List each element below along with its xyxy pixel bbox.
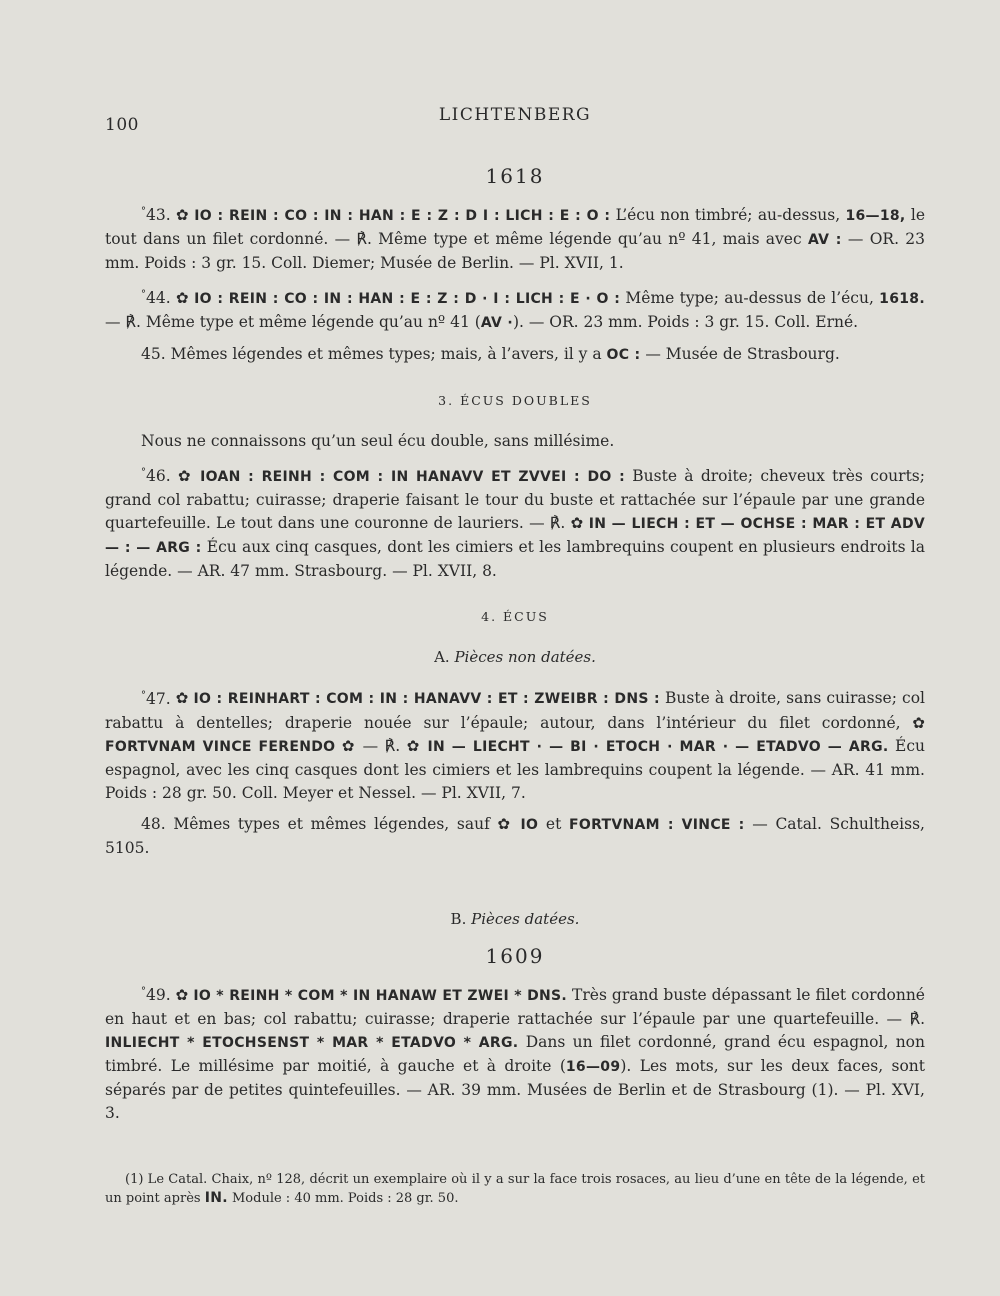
rosette-icon: ✿ <box>177 467 193 486</box>
coin-legend: AV · <box>480 315 513 332</box>
coin-date: 16—09 <box>565 1058 621 1075</box>
coin-date: 16—18, <box>845 208 906 225</box>
entry-number-marker: °43. <box>141 206 171 225</box>
rosette-icon: ✿ <box>175 289 189 308</box>
year-heading-1618: 1618 <box>485 164 545 188</box>
coin-legend: INLIECHT * ETOCHSENST * MAR * ETADVO * ARG. <box>105 1034 519 1051</box>
page-title: LICHTENBERG <box>438 105 592 125</box>
rosette-icon: ✿ <box>341 736 357 755</box>
coin-legend: IO : REINHART : COM : IN : HANAVV : ET : ZWEIBR : DNS : <box>193 691 660 708</box>
subheading-datees: B. Pièces datées. <box>450 909 580 928</box>
entry-number-marker: °46. <box>141 467 171 486</box>
coin-legend: FORTVNAM : VINCE : <box>569 816 745 833</box>
rosette-icon: ✿ <box>175 985 189 1004</box>
rosette-icon: ✿ <box>175 689 189 708</box>
coin-legend: AV : <box>807 232 842 249</box>
entry-48: 48. Mêmes types et mêmes légendes, sauf ✿ IO et FORTVNAM : VINCE : — Catal. Schultheiss, 5105. <box>105 814 925 857</box>
entry-49: °49. ✿ IO * REINH * COM * IN HANAW ET ZWEI * DNS. Très grand buste dépassant le filet cordonné en haut et en bas; col rabattu; cuirasse; draperie rattachée sur l’épaule par une quartefeuille. — ℟. INLIECHT * ETOCHSENST * MAR * ETADVO * ARG. Dans un filet cordonné, grand écu espagnol, non timbré. Le millésime par moitié, à gauche et à droite (16—09). Les mots, sur les deux faces, sont séparés par de petites quintefeuilles. — AR. 39 mm. Musées de Berlin et de Strasbourg (1). — Pl. XVI, 3. <box>105 985 926 1122</box>
entry-45: 45. Mêmes légendes et mêmes types; mais, à l’avers, il y a OC : — Musée de Strasbourg. <box>141 345 840 364</box>
section-intro: Nous ne connaissons qu’un seul écu double, sans millésime. <box>141 432 615 451</box>
rosette-icon: ✿ <box>497 814 513 833</box>
page-number: 100 <box>105 115 139 135</box>
coin-legend: IO * REINH * COM * IN HANAW ET ZWEI * DNS. <box>193 987 568 1004</box>
coin-legend: IO <box>520 816 539 833</box>
coin-legend: IO : REIN : CO : IN : HAN : E : Z : D · I : LICH : E · O : <box>194 291 621 308</box>
rosette-icon: ✿ <box>175 206 189 225</box>
footnote: (1) Le Catal. Chaix, nº 128, décrit un exemplaire où il y a sur la face trois rosaces, au lieu d’une en tête de la légende, et un point après IN. Module : 40 mm. Poids : 28 gr. 50. <box>105 1172 925 1206</box>
year-heading-1609: 1609 <box>485 943 545 968</box>
coin-legend: FORTVNAM VINCE FERENDO <box>105 738 336 755</box>
running-head <box>105 105 925 135</box>
entry-44: °44. ✿ IO : REIN : CO : IN : HAN : E : Z : D · I : LICH : E · O : Même type; au-dessus de l’écu, 1618. — ℟. Même type et même légende qu’au nº 41 (AV ·). — OR. 23 mm. Poids : 3 gr. 15. Coll. Erné. <box>105 289 925 332</box>
entry-46: °46. ✿ IOAN : REINH : COM : IN HANAVV ET ZVVEI : DO : Buste à droite; cheveux très courts; grand col rabattu; cuirasse; draperie faisant le tour du buste et rattachée sur l’épaule par une grande quartefeuille. Le tout dans une couronne de lauriers. — ℟. ✿ IN — LIECH : ET — OCHSE : MAR : ET ADV — : — ARG : Écu aux cinq casques, dont les cimiers et les lambrequins coupent en plusieurs endroits la légende. — AR. 47 mm. Strasbourg. — Pl. XVII, 8. <box>105 467 925 581</box>
coin-legend: IO : REIN : CO : IN : HAN : E : Z : D I : LICH : E : O : <box>194 208 611 225</box>
rosette-icon: ✿ <box>912 713 925 732</box>
section-heading-ecus-doubles: 3. ÉCUS DOUBLES <box>438 393 592 409</box>
entry-number-marker: °49. <box>141 985 171 1004</box>
rosette-icon: ✿ <box>570 514 584 533</box>
section-heading-ecus: 4. ÉCUS <box>481 609 549 625</box>
coin-legend: IN — LIECHT · — BI · ETOCH · MAR · — ETADVO — ARG. <box>427 738 889 755</box>
coin-legend: OC : <box>606 347 641 364</box>
subheading-non-datees: A. Pièces non datées. <box>434 648 596 667</box>
main-text <box>105 165 925 1133</box>
entry-43: °43. ✿ IO : REIN : CO : IN : HAN : E : Z : D I : LICH : E : O : L’écu non timbré; au-dessus, 16—18, le tout dans un filet cordonné. — ℟. Même type et même légende qu’au nº 41, mais avec AV : — OR. 23 mm. Poids : 3 gr. 15. Coll. Diemer; Musée de Berlin. — Pl. XVII, 1. <box>105 206 926 273</box>
coin-legend: IOAN : REINH : COM : IN HANAVV ET ZVVEI : DO : <box>200 469 626 486</box>
entry-47: °47. ✿ IO : REINHART : COM : IN : HANAVV : ET : ZWEIBR : DNS : Buste à droite, sans cuirasse; col rabattu à dentelles; draperie nouée sur l’épaule; autour, dans l’intérieur du filet cordonné, ✿ FORTVNAM VINCE FERENDO ✿ — ℟. ✿ IN — LIECHT · — BI · ETOCH · MAR · — ETADVO — ARG. Écu espagnol, avec les cinq casques dont les cimiers et les lambrequins coupent la légende. — AR. 41 mm. Poids : 28 gr. 50. Coll. Meyer et Nessel. — Pl. XVII, 7. <box>105 689 925 802</box>
entry-number-marker: °44. <box>141 289 171 308</box>
coin-legend: IN. <box>204 1190 228 1206</box>
rosette-icon: ✿ <box>406 736 421 755</box>
coin-legend: IN — LIECH : ET — OCHSE : MAR : ET ADV — : — ARG : <box>105 516 925 557</box>
entry-number-marker: °47. <box>141 689 171 708</box>
coin-date: 1618. <box>879 291 925 308</box>
